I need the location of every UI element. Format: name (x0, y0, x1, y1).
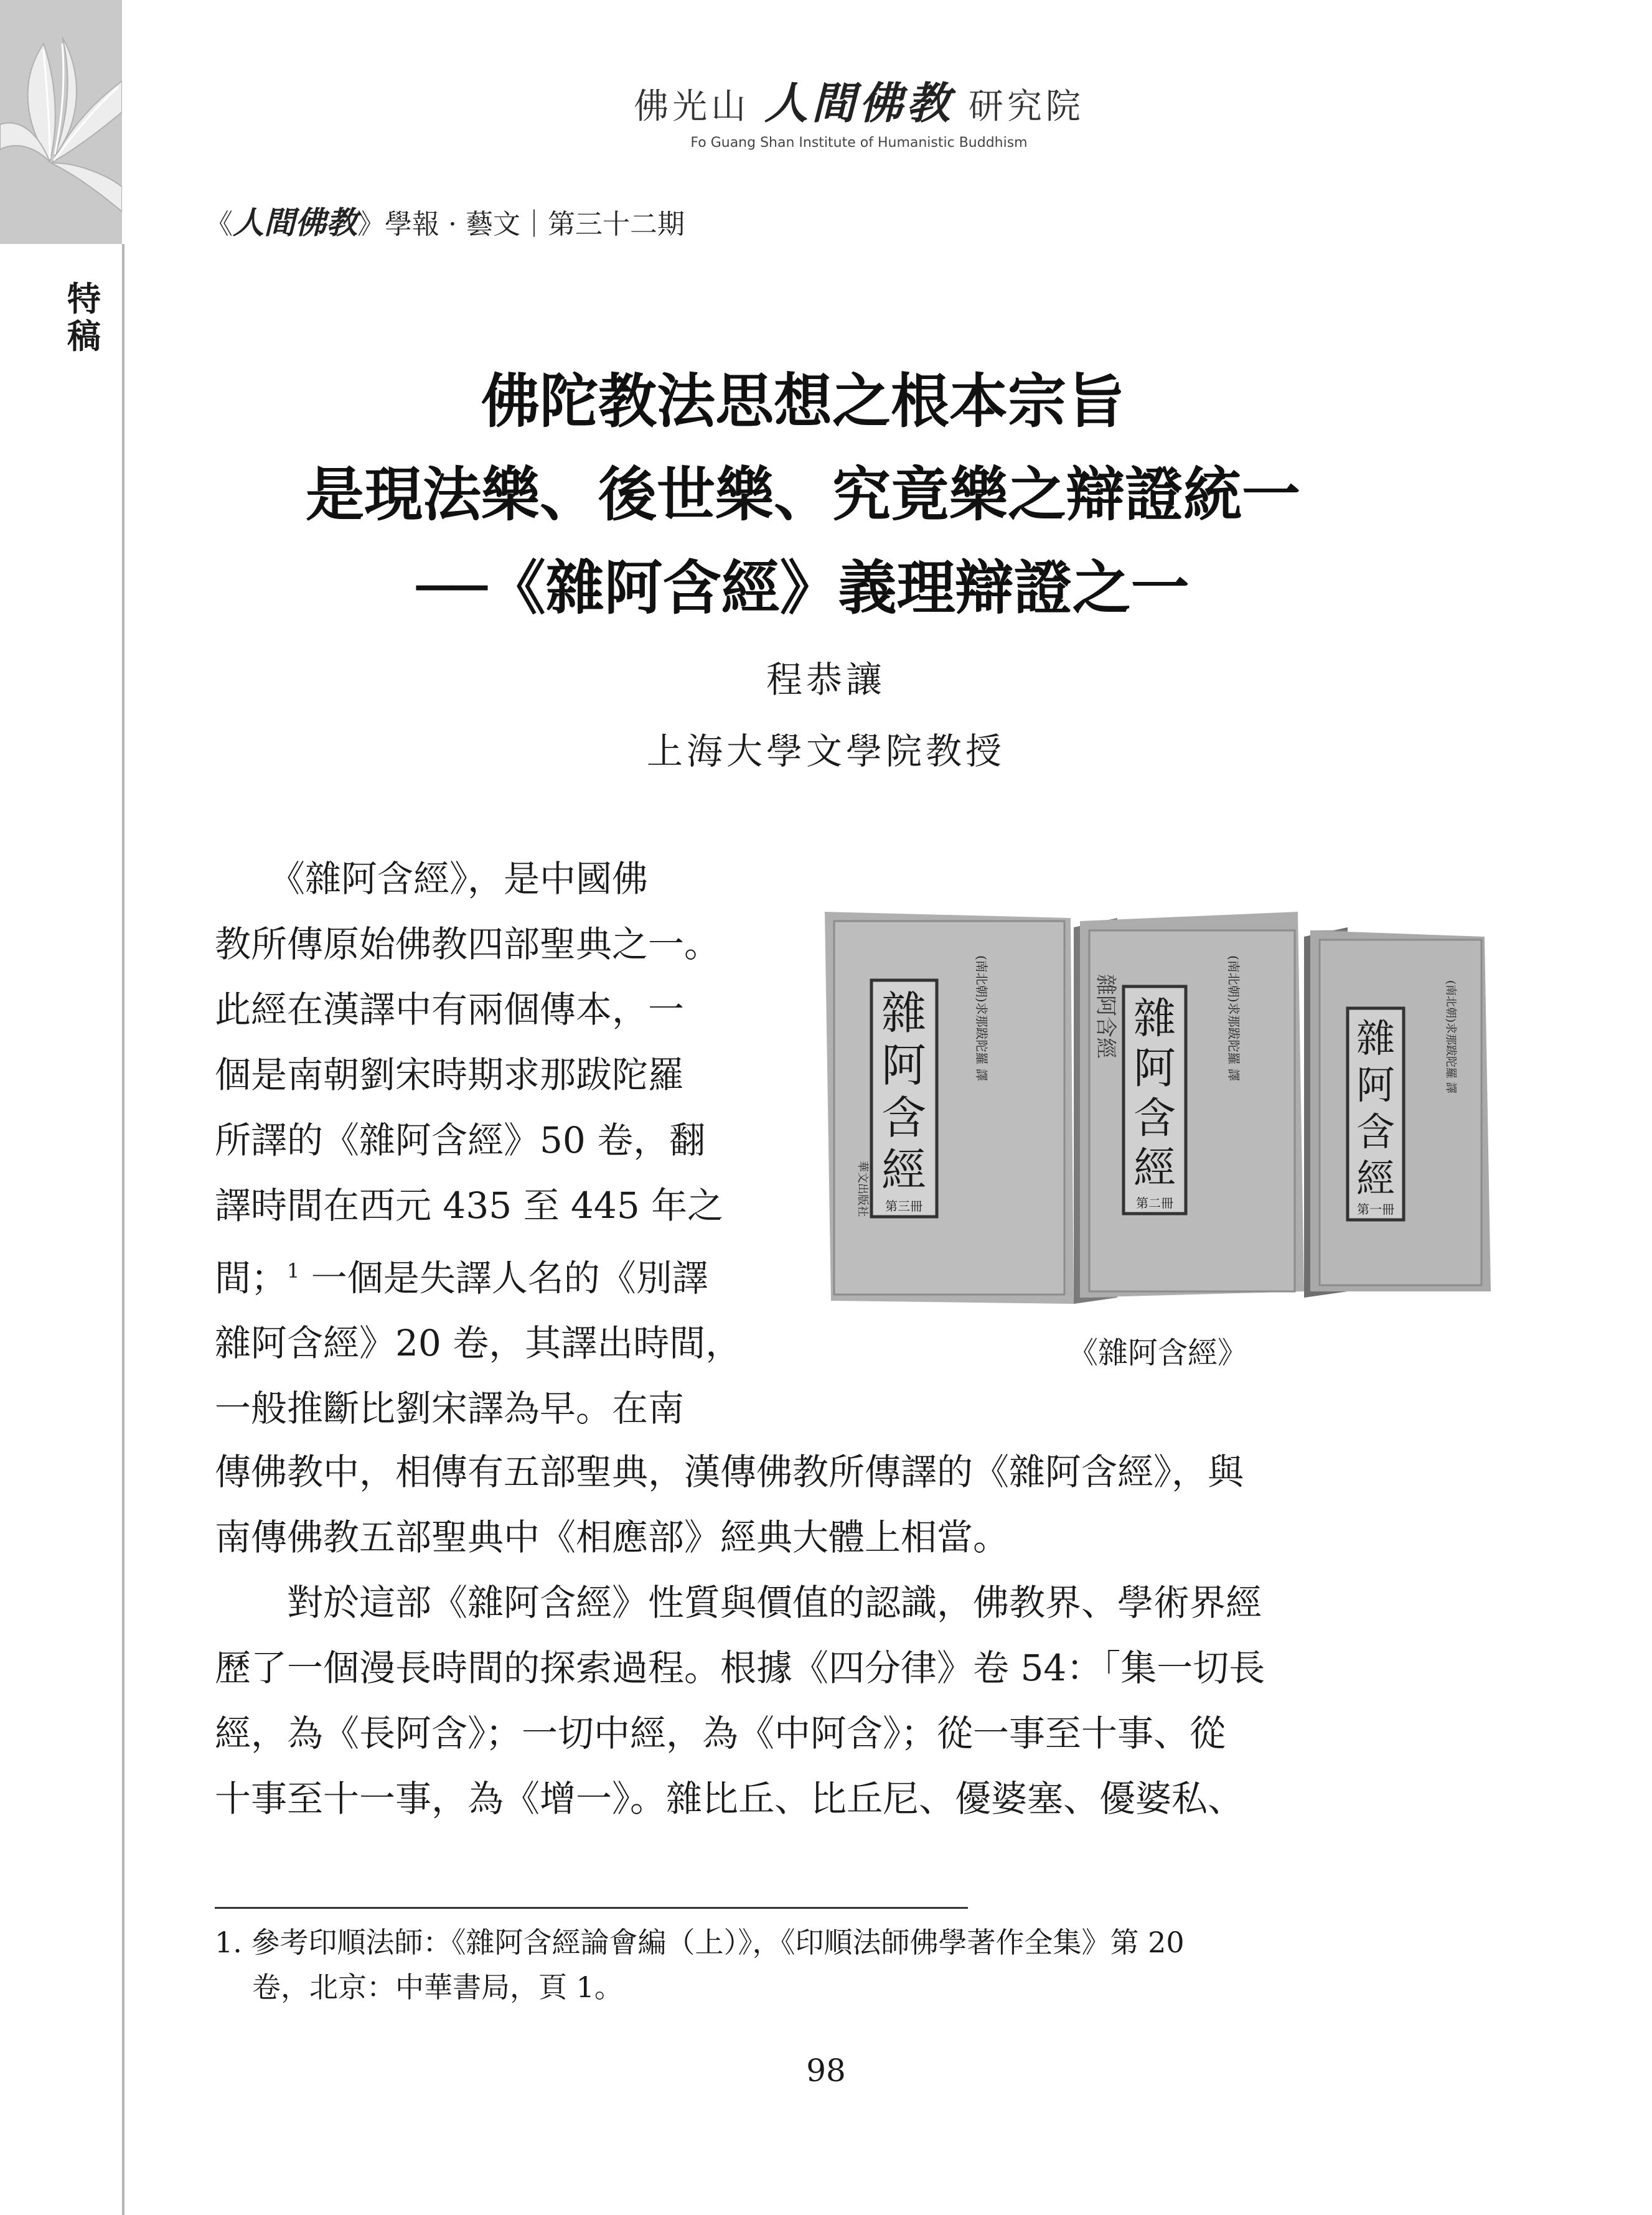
text-line: 一般推斷比劉宋譯為早。在南 (215, 1387, 685, 1430)
text-line: 對於這部《雜阿含經》性質與價值的認識，佛教界、學術界經 (215, 1581, 1262, 1624)
institute-suffix: 研究院 (968, 87, 1084, 127)
book-title-char: 含 (881, 1092, 927, 1144)
publisher-note: (南北朝)求那跋陀羅 譯 (1444, 980, 1457, 1093)
title-line: 佛陀教法思想之根本宗旨 (481, 367, 1125, 436)
text-fragment: 一個是失譯人名的《別譯 (299, 1257, 708, 1299)
footnote (215, 1920, 1397, 2010)
book-title-char: 阿 (1133, 1044, 1176, 1093)
text-line: 個是南朝劉宋時期求那跋陀羅 (215, 1054, 685, 1096)
spine-title: 雜阿含經 (1093, 974, 1118, 1059)
journal-brand: 人間佛教 (233, 204, 357, 241)
publisher-mark: 華文出版社 (856, 1161, 869, 1217)
book-title-char: 含 (1356, 1109, 1396, 1154)
book-title-char: 雜 (881, 987, 927, 1039)
book-title-char: 經 (881, 1144, 927, 1196)
book-set-image (825, 893, 1491, 1316)
book-title-char: 經 (1356, 1156, 1396, 1201)
institute-brand-logo: 人間佛教 (764, 77, 954, 129)
institute-name-en: Fo Guang Shan Institute of Humanistic Buddhism (690, 135, 1028, 151)
lotus-flower-icon (0, 0, 122, 244)
journal-issue: 學報 · 藝文｜第三十二期 (385, 208, 685, 240)
title-line: ──《雜阿含經》義理辯證之一 (416, 554, 1190, 622)
book-title-char: 阿 (881, 1039, 927, 1092)
article-title (187, 355, 1419, 635)
institute-name (548, 68, 1170, 131)
institute-header (548, 68, 1170, 151)
journal-open: 《 (205, 208, 233, 240)
book-volume (1304, 927, 1491, 1298)
text-line: 雜阿含經》20 卷，其譯出時間， (215, 1322, 742, 1365)
paragraph-1-full (215, 1440, 1397, 1570)
corner-decoration (0, 0, 122, 244)
book-title-char: 雜 (1133, 995, 1176, 1044)
book-title-char: 阿 (1356, 1062, 1396, 1108)
side-rule (122, 244, 124, 2215)
book-title-char: 經 (1133, 1144, 1176, 1193)
text-line: 教所傳原始佛教四部聖典之一。 (215, 923, 721, 965)
footnote-line: 卷，北京：中華書局，頁 1。 (252, 1970, 623, 2004)
section-tag: 特稿 (67, 279, 101, 356)
paragraph-2 (215, 1570, 1397, 1832)
book-volume (1074, 912, 1304, 1304)
text-line: 經，為《長阿含》；一切中經，為《中阿含》；從一事至十事、從 (215, 1712, 1226, 1754)
paragraph-1-left (215, 846, 775, 1441)
text-line (215, 1239, 775, 1311)
book-figure (825, 893, 1491, 1316)
book-volume (825, 912, 1074, 1304)
text-line: 此經在漢譯中有兩個傳本，一 (215, 988, 685, 1031)
text-line: 南傳佛教五部聖典中《相應部》經典大體上相當。 (215, 1516, 1010, 1558)
footnote-line: 1. 參考印順法師：《雜阿含經論會編（上）》，《印順法師佛學著作全集》第 20 (215, 1926, 1185, 1959)
author-name: 程恭讓 (766, 658, 886, 701)
text-line: 傳佛教中，相傳有五部聖典，漢傳佛教所傳譯的《雜阿含經》，與 (215, 1451, 1244, 1493)
footnote-divider (215, 1907, 968, 1909)
text-fragment: 間； (215, 1257, 288, 1299)
page-number: 98 (806, 2053, 846, 2089)
text-line: 歷了一個漫長時間的探索過程。根據《四分律》卷 54：「集一切長 (215, 1647, 1265, 1689)
journal-running-head (205, 198, 685, 243)
volume-label: 第一冊 (1357, 1202, 1394, 1217)
text-line: 所譯的《雜阿含經》50 卷，翻 (215, 1119, 706, 1161)
footnote-ref[interactable]: 1 (287, 1259, 300, 1283)
book-title-char: 雜 (1356, 1016, 1396, 1061)
journal-close: 》 (357, 208, 385, 240)
author-affiliation: 上海大學文學院教授 (646, 730, 1005, 772)
book-title-char: 含 (1133, 1094, 1176, 1143)
publisher-note: (南北朝)求那跋陀羅 譯 (1226, 955, 1241, 1081)
publisher-note: (南北朝)求那跋陀羅 譯 (974, 955, 989, 1081)
text-line: 十事至十一事，為《增一》。雜比丘、比丘尼、優婆塞、優婆私、 (215, 1777, 1244, 1820)
text-line: 譯時間在西元 435 至 445 年之 (215, 1184, 724, 1227)
volume-label: 第三冊 (885, 1199, 922, 1214)
title-line: 是現法樂、後世樂、究竟樂之辯證統一 (305, 461, 1300, 529)
text-line: 《雜阿含經》，是中國佛 (215, 858, 649, 900)
institute-prefix: 佛光山 (634, 87, 750, 127)
figure-caption: 《雜阿含經》 (1068, 1336, 1247, 1370)
volume-label: 第二冊 (1136, 1196, 1173, 1211)
